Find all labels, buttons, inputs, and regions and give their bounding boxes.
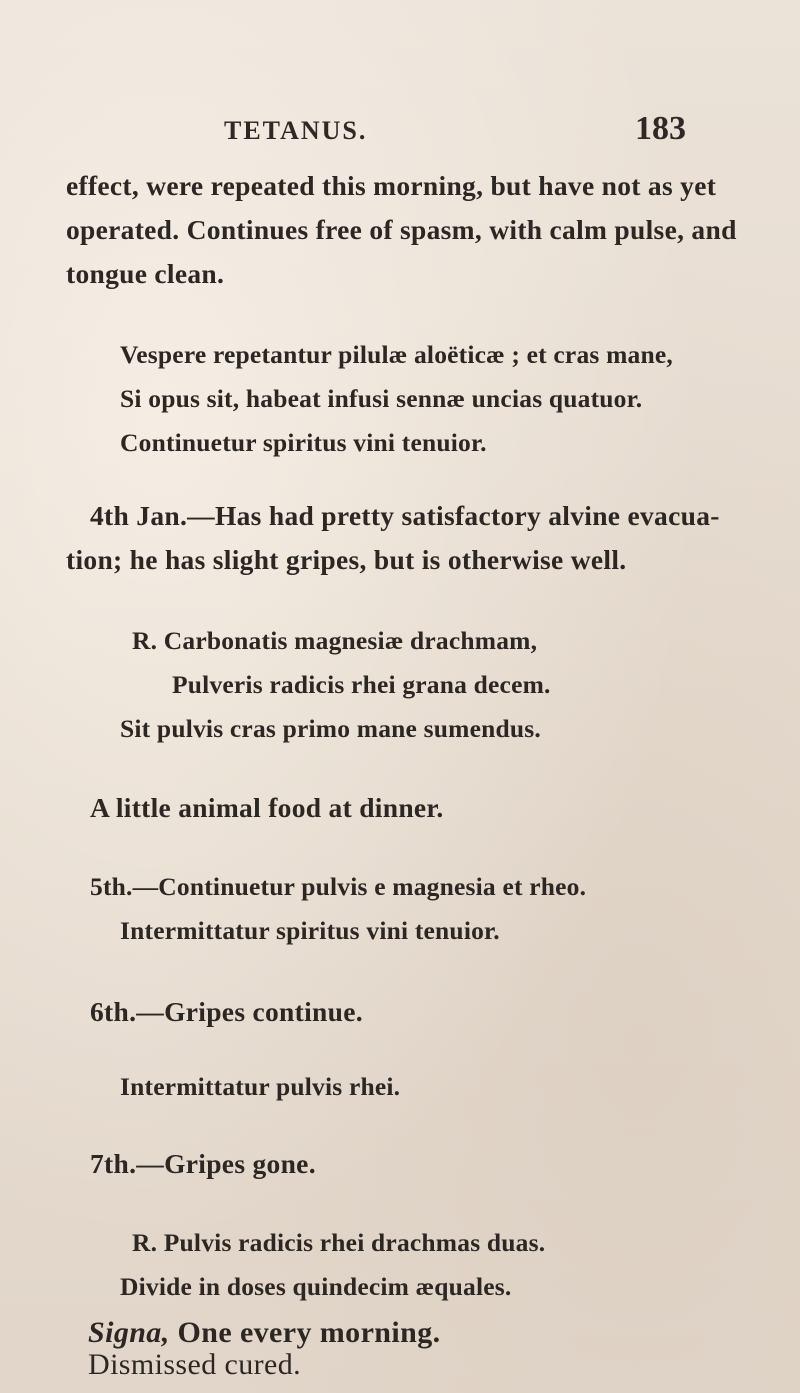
prescription-line: Sit pulvis cras primo mane sumendus. (120, 714, 541, 743)
prescription-line: Intermittatur spiritus vini tenuior. (120, 916, 500, 945)
page-number: 183 (635, 110, 686, 147)
signa-line (88, 1316, 441, 1350)
paragraph-line: tongue clean. (66, 258, 225, 289)
dismissed-line: Dismissed cured. (88, 1348, 302, 1381)
paragraph-line: effect, were repeated this morning, but have not as yet (66, 170, 717, 201)
running-header (0, 110, 800, 150)
journal-entry-line: 4th Jan.—Has had pretty satisfactory alvine evacua- (90, 500, 720, 531)
prescription-line: Intermittatur pulvis rhei. (120, 1072, 401, 1101)
journal-entry-line: tion; he has slight gripes, but is otherwise well. (66, 544, 627, 575)
prescription-line: Vespere repetantur pilulæ aloëticæ ; et cras mane, (120, 340, 673, 369)
prescription-line: Pulveris radicis rhei grana decem. (172, 670, 551, 699)
journal-entry-line: 5th.—Continuetur pulvis e magnesia et rheo. (90, 872, 587, 901)
running-title: TETANUS. (224, 116, 368, 145)
signa-text: One every morning. (169, 1316, 441, 1349)
paragraph-line: operated. Continues free of spasm, with calm pulse, and (66, 214, 737, 245)
prescription-line: Continuetur spiritus vini tenuior. (120, 428, 487, 457)
journal-entry-line: 6th.—Gripes continue. (90, 996, 363, 1027)
prescription-line: R. Pulvis radicis rhei drachmas duas. (132, 1228, 546, 1257)
prescription-line: Divide in doses quindecim æquales. (120, 1272, 512, 1301)
instruction-line: A little animal food at dinner. (90, 792, 444, 823)
journal-entry-line: 7th.—Gripes gone. (90, 1148, 316, 1179)
prescription-line: R. Carbonatis magnesiæ drachmam, (132, 626, 538, 655)
signa-label: Signa, (88, 1316, 170, 1349)
prescription-line: Si opus sit, habeat infusi sennæ uncias quatuor. (120, 384, 643, 413)
